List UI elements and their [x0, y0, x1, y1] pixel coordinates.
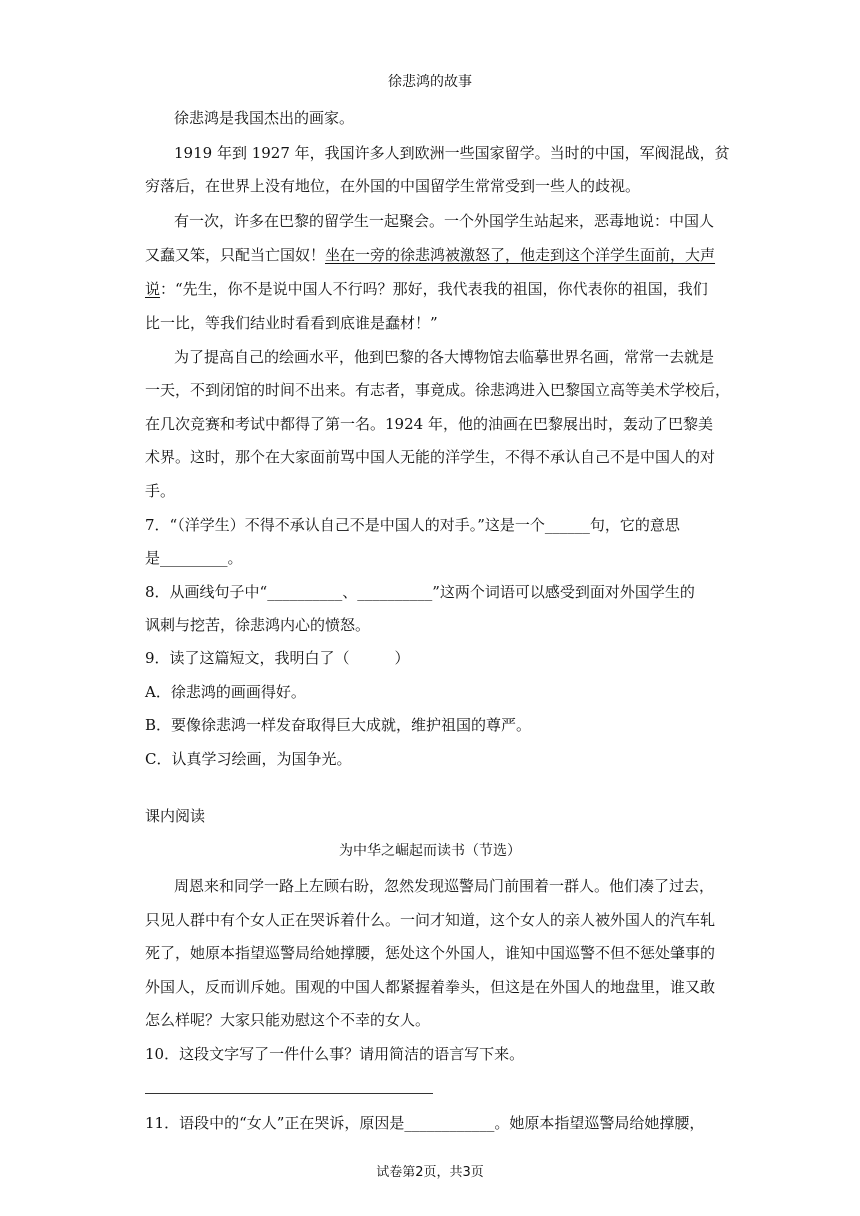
question-8-cont: 讽刺与挖苦，徐悲鸿内心的愤怒。	[145, 616, 371, 634]
paragraph-line: 死了，她原本指望巡警局给她撑腰，惩处这个外国人，谁知中国巡警不但不惩处肇事的	[145, 944, 716, 962]
underlined-sentence-end: 说	[145, 280, 161, 298]
paragraph-line: 穷落后，在世界上没有地位，在外国的中国留学生常常受到一些人的歧视。	[145, 177, 641, 195]
paragraph-line: 术界。这时，那个在大家面前骂中国人无能的洋学生，不得不承认自己不是中国人的对	[145, 448, 716, 466]
answer-line	[145, 1093, 433, 1094]
question-7-cont: 是_________。	[145, 549, 243, 567]
underlined-sentence: 坐在一旁的徐悲鸿被激怒了，他走到这个洋学生面前，大声	[325, 246, 716, 264]
paragraph-line: 为了提高自己的绘画水平，他到巴黎的各大博物馆去临摹世界名画，常常一去就是	[174, 348, 715, 366]
page-footer: 试卷第2页，共3页	[376, 1165, 484, 1180]
plain-text: 又蠢又笨，只配当亡国奴！	[145, 246, 326, 264]
paragraph-line: 在几次竞赛和考试中都得了第一名。1924 年，他的油画在巴黎展出时，轰动了巴黎美	[145, 415, 713, 433]
paragraph-line: 比一比，等我们结业时看看到底谁是蠢材！”	[145, 314, 438, 332]
paragraph-line: 外国人，反而训斥她。围观的中国人都紧握着拳头，但这是在外国人的地盘里，谁又敢	[145, 978, 716, 996]
paragraph-line: 怎么样呢？大家只能劝慰这个不幸的女人。	[145, 1011, 431, 1029]
paragraph-line: 有一次，许多在巴黎的留学生一起聚会。一个外国学生站起来，恶毒地说：中国人	[174, 212, 715, 230]
paragraph-line	[145, 245, 715, 265]
option-a: A．徐悲鸿的画画得好。	[145, 683, 306, 701]
paragraph-line: 手。	[145, 482, 176, 500]
question-11: 11．语段中的“女人”正在哭诉，原因是____________。她原本指望巡警局给她撑腰，	[145, 1114, 705, 1132]
paragraph-line	[145, 279, 708, 299]
paragraph-line: 只见人群中有个女人正在哭诉着什么。一问才知道，这个女人的亲人被外国人的汽车轧	[145, 911, 716, 929]
option-b: B．要像徐悲鸿一样发奋取得巨大成就，维护祖国的尊严。	[145, 716, 532, 734]
paragraph-line: 周恩来和同学一路上左顾右盼，忽然发现巡警局门前围着一群人。他们凑了过去，	[174, 877, 715, 895]
passage-title: 徐悲鸿的故事	[388, 74, 472, 90]
paragraph-line: 1919 年到 1927 年，我国许多人到欧洲一些国家留学。当时的中国，军阀混战，贫	[174, 144, 730, 162]
question-8: 8．从画线句子中“__________、__________”这两个词语可以感受到面对外国学生的	[145, 583, 695, 601]
paragraph-line: 徐悲鸿是我国杰出的画家。	[174, 109, 355, 127]
plain-text: ：“先生，你不是说中国人不行吗？那好，我代表我的祖国，你代表你的祖国，我们	[160, 280, 708, 298]
section-heading: 课内阅读	[145, 807, 206, 825]
paragraph-line: 一天，不到闭馆的时间不出来。有志者，事竟成。徐悲鸿进入巴黎国立高等美术学校后，	[145, 381, 731, 399]
question-9: 9．读了这篇短文，我明白了（ ）	[145, 649, 410, 667]
question-7: 7．“（洋学生）不得不承认自己不是中国人的对手。”这是一个______句，它的意思	[145, 516, 680, 534]
question-10: 10．这段文字写了一件什么事？请用简洁的语言写下来。	[145, 1045, 525, 1063]
section-title: 为中华之崛起而读书（节选）	[339, 843, 521, 859]
option-c: C．认真学习绘画，为国争光。	[145, 750, 352, 768]
